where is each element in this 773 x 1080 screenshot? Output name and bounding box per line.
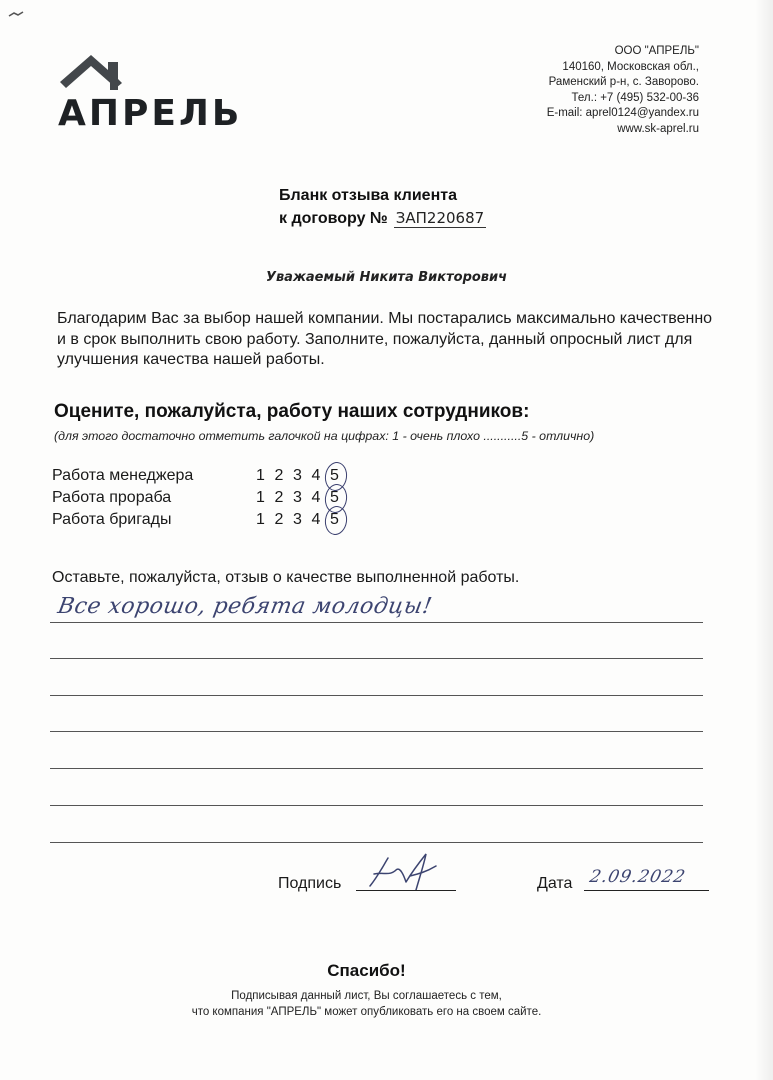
feedback-line[interactable] [50,842,703,843]
logo-wordmark: АПРЕЛЬ [58,93,243,134]
signature-label: Подпись [278,875,342,892]
rating-label: Работа прораба [52,489,172,506]
company-logo [58,52,258,137]
feedback-line[interactable] [50,805,703,806]
company-email: E-mail: aprel0124@yandex.ru [546,107,699,120]
company-address-1: 140160, Московская обл., [562,60,699,73]
rating-option-3[interactable]: 3 [293,511,302,528]
roof-icon [60,52,124,94]
company-address-2: Раменский р-н, с. Заворово. [548,76,699,89]
rating-option-2[interactable]: 2 [274,511,284,528]
greeting: Уважаемый Никита Викторович [265,270,508,285]
contract-number: ЗАП220687 [395,209,485,227]
paper-edge [755,0,773,1080]
contract-line [279,207,486,230]
rating-option-4[interactable]: 4 [311,511,321,528]
feedback-line[interactable] [50,622,703,623]
feedback-line[interactable] [50,731,703,732]
date-line[interactable] [584,890,709,891]
date-value[interactable]: 2.09.2022 [587,867,688,887]
rating-option-3[interactable]: 3 [293,489,302,506]
rating-option-3[interactable]: 3 [293,467,302,484]
rating-hint: (для этого достаточно отметить галочкой на цифрах: 1 - очень плохо ...........5 - отлично) [54,429,595,443]
company-phone: Тел.: +7 (495) 532-00-36 [571,91,699,104]
consent-line-1: Подписывая данный лист, Вы соглашаетесь с тем, [231,990,502,1002]
rating-title: Оцените, пожалуйста, работу наших сотрудников: [54,401,530,422]
feedback-text[interactable]: Все хорошо, ребята молодцы! [55,594,435,619]
intro-paragraph: Благодарим Вас за выбор нашей компании. Мы постарались максимально качественно и в срок выполнить свою работу. Заполните, пожалуйста, данный опросный лист для улучшения качества нашей работы. [57,310,713,368]
rating-option-5[interactable]: 5 [330,489,339,506]
rating-option-4[interactable]: 4 [311,467,321,484]
consent-line-2: что компания "АПРЕЛЬ" может опубликовать его на своем сайте. [191,1006,542,1018]
rating-label: Работа менеджера [52,467,194,484]
thanks-text: Спасибо! [327,961,406,980]
company-name: ООО "АПРЕЛЬ" [614,45,699,57]
feedback-prompt: Оставьте, пожалуйста, отзыв о качестве выполненной работы. [52,569,520,586]
rating-label: Работа бригады [52,511,172,528]
rating-option-2[interactable]: 2 [274,489,284,506]
rating-option-2[interactable]: 2 [274,467,284,484]
feedback-line[interactable] [50,658,703,659]
rating-option-4[interactable]: 4 [311,489,321,506]
paper-speck [8,10,26,18]
company-contacts [547,44,699,138]
form-title: Бланк отзыва клиента [279,187,457,204]
rating-option-5[interactable]: 5 [330,511,339,528]
company-website: www.sk-aprel.ru [617,122,699,135]
feedback-line[interactable] [50,768,703,769]
rating-option-1[interactable]: 1 [256,511,265,528]
signature-scribble [360,846,460,896]
rating-option-1[interactable]: 1 [256,489,265,506]
date-label: Дата [537,875,573,892]
rating-option-5[interactable]: 5 [330,467,339,484]
signature-line[interactable] [356,890,456,891]
contract-label: к договору № [279,210,388,227]
rating-option-1[interactable]: 1 [256,467,265,484]
feedback-line[interactable] [50,695,703,696]
consent-text [0,988,733,1020]
